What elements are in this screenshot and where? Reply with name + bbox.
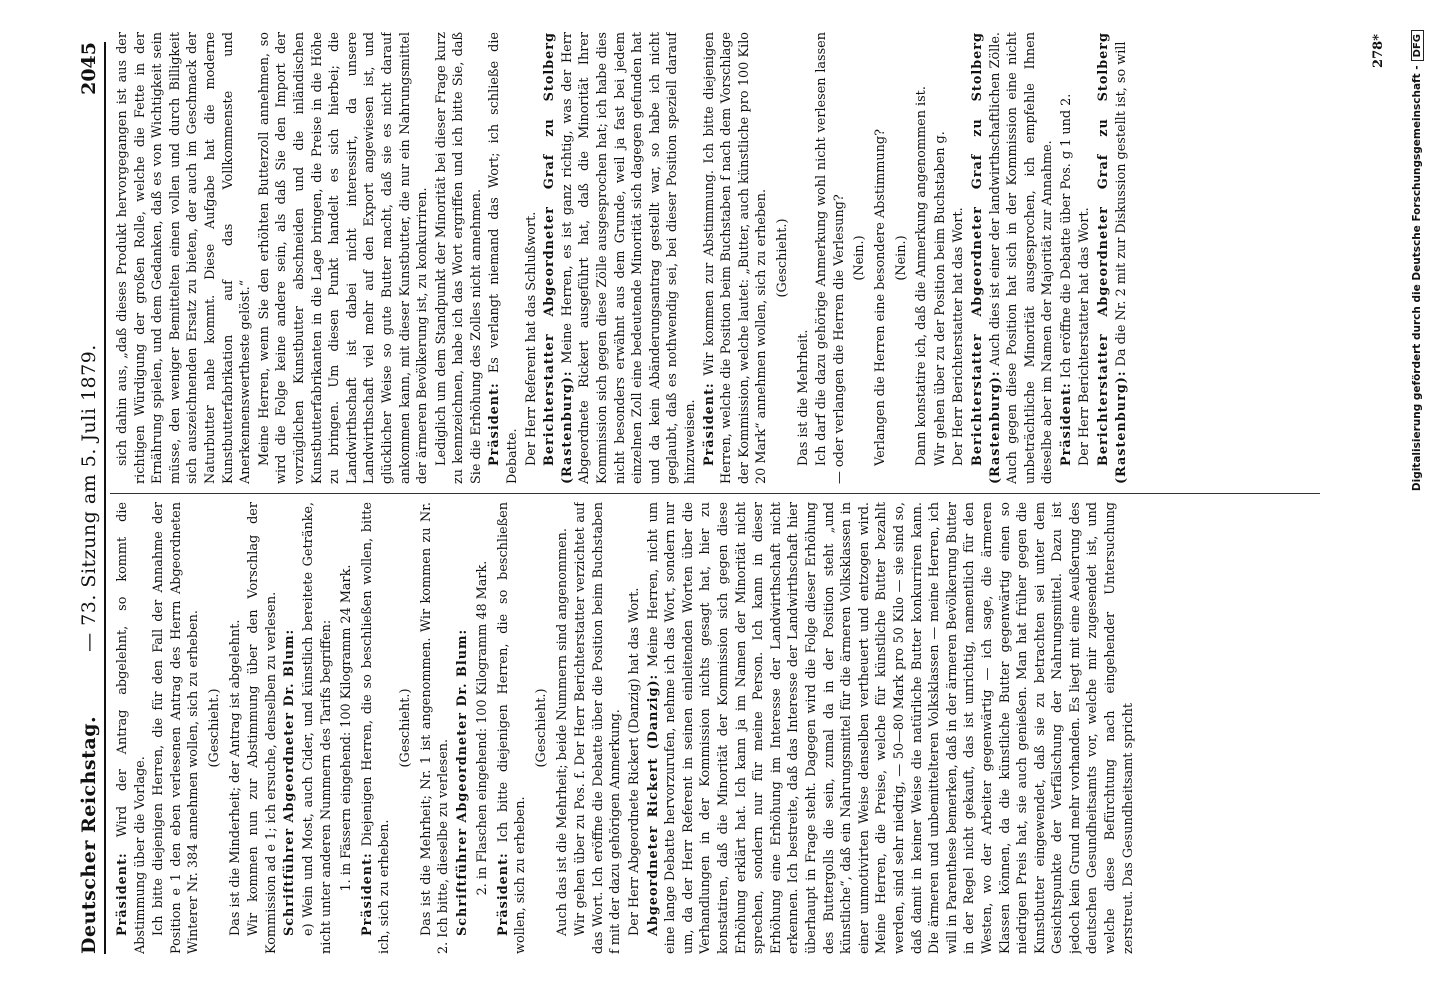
paragraph-text: sich dahin aus, „daß dieses Produkt hervorgegangen ist aus der richtigen Würdigung der großen Rolle, welche die Fette in der Ernährung spielen, und dem Gedanken, daß es von Wichtigkeit sein müsse, den weniger Bemittelten einen vollen und durch Billigkeit sich auszeichnenden Ersatz zu bieten, der auch im Geschmack der Naturbutter nahe kommt. Diese Aufgabe hat die moderne Kunstbutterfabrikation auf das Vollkommenste und Anerkennenswertheste gelöst.“ xyxy=(115,32,254,484)
speaker-name: Präsident: xyxy=(487,382,503,466)
paragraph-text: Wir kommen zur Abstimmung. Ich bitte diejenigen Herren, welche die Position beim Buchstaben f nach dem Vorschlage der Kommission, welche lautet: „Butter, auch künstliche pro 100 Kilo 20 Mark“ annehmen wollen, sich zu erheben. xyxy=(701,32,770,484)
document-page xyxy=(46,30,1386,970)
speaker-name: Abgeordneter Rickert (Danzig): xyxy=(645,673,661,936)
speaker-name: Berichterstatter Abgeordneter Graf zu Stolberg (Rastenburg): xyxy=(542,32,575,484)
paragraph xyxy=(114,32,255,484)
paragraph-text: (Geschieht.) xyxy=(206,688,222,768)
paragraph-text: 1. in Fässern eingehend: 100 Kilogramm 24 Mark. xyxy=(339,564,355,892)
paragraph-text: Das ist die Minderheit; der Antrag ist abgelehnt. xyxy=(227,619,243,936)
paragraph-text: Dann konstatire ich, daß die Anmerkung angenommen ist. xyxy=(914,86,930,466)
text-columns xyxy=(106,32,1326,954)
speaker-name: Präsident: xyxy=(115,852,130,936)
paragraph-text: Ich bitte diejenigen Herren, die für den Fall der Annahme der Position e 1 den eben verlesenen Antrag des Herrn Abgeordneten Winterer Nr. 384 annehmen wollen, sich zu erheben. xyxy=(151,502,202,954)
stage-direction xyxy=(851,32,869,484)
paragraph-text: (Geschieht.) xyxy=(774,218,790,298)
paragraph xyxy=(645,502,1138,954)
paragraph xyxy=(454,502,472,954)
paragraph-text: (Geschieht.) xyxy=(534,688,550,768)
stage-direction xyxy=(206,502,224,954)
page-marker: 278* xyxy=(1371,34,1386,68)
paragraph-text: Das ist die Mehrheit; Nr. 1 ist angenommen. Wir kommen zu Nr. 2. Ich bitte, dieselbe zu verlesen. xyxy=(418,502,452,954)
paragraph-text: 2. in Flaschen eingehend: 100 Kilogramm 48 Mark. xyxy=(475,560,491,896)
paragraph xyxy=(281,502,299,954)
paragraph xyxy=(795,32,813,484)
paragraph xyxy=(486,32,521,484)
paragraph-text: Der Herr Berichterstatter hat das Wort. xyxy=(1077,207,1093,466)
paragraph-text: Wir kommen nun zur Abstimmung über den Vorschlag der Kommission ad e 1; ich ersuche, denselben zu verlesen. xyxy=(246,502,279,954)
paragraph xyxy=(114,502,149,954)
left-column xyxy=(114,502,1324,954)
speaker-name: Präsident: xyxy=(495,852,511,936)
paragraph xyxy=(626,502,644,954)
paragraph xyxy=(300,502,335,954)
paragraph xyxy=(495,502,530,954)
paragraph xyxy=(359,502,394,954)
paragraph-text: Wir gehen über zu der Position beim Buchstaben g. xyxy=(932,131,948,466)
paragraph-text: Der Herr Berichterstatter hat das Wort. xyxy=(951,207,967,466)
paragraph-text: (Nein.) xyxy=(893,235,909,281)
stage-direction xyxy=(774,32,792,484)
stage-direction xyxy=(893,32,911,484)
speaker-name: Präsident: xyxy=(1058,382,1074,466)
paragraph xyxy=(433,32,486,484)
paragraph xyxy=(1058,32,1076,484)
paragraph-text: Der Herr Referent hat das Schlußwort. xyxy=(523,211,539,466)
paragraph-text: Diejenigen Herren, die so beschließen wollen, bitte ich, sich zu erheben. xyxy=(359,502,393,954)
credit-text: Digitalisierung gefördert durch die Deutsche Forschungsgemeinschaft - xyxy=(1411,65,1423,492)
paragraph-text: Der Herr Abgeordnete Rickert (Danzig) hat das Wort. xyxy=(627,587,643,936)
header-title: Deutscher Reichstag. xyxy=(78,715,100,954)
paragraph xyxy=(950,32,968,484)
speaker-name: Berichterstatter Abgeordneter Graf zu Stolberg (Rastenburg): xyxy=(1096,32,1129,484)
paragraph-text: Das ist die Mehrheit. xyxy=(795,329,811,466)
paragraph-text: Ich eröffne die Debatte über Pos. g 1 und 2. xyxy=(1058,93,1074,379)
stage-direction xyxy=(397,502,415,954)
paragraph-text: Meine Herren, es ist ganz richtig, was der Herr Abgeordnete Rickert ausgeführt hat, daß die Minorität Ihrer Kommission sich gegen diese Zölle ausgesprochen hat; ich habe dies nicht besonders erwähnt aus dem Grunde, weil ja fast bei jedem einzelnen Zoll eine bedeutende Minorität sich dagegen gefunden hat und da kein Abänderungsantrag gestellt war, so habe ich nicht geglaubt, daß es nothwendig sei, bei dieser Position speziell darauf hinzuweisen. xyxy=(559,32,698,484)
paragraph xyxy=(932,32,950,484)
paragraph xyxy=(913,32,931,484)
stage-direction xyxy=(338,502,356,954)
paragraph-text: Wir gehen über zu Pos. f. Der Herr Berichterstatter verzichtet auf das Wort. Ich eröffne die Debatte über die Position beim Buchstaben f mit der dazu gehörigen Anmerkung. xyxy=(573,502,624,954)
page-number: 2045 xyxy=(78,42,100,95)
stage-direction xyxy=(474,502,492,954)
paragraph-text: Wird der Antrag abgelehnt, so kommt die Abstimmung über die Vorlage. xyxy=(115,502,148,954)
paragraph xyxy=(969,32,1057,484)
right-column xyxy=(114,32,1324,484)
dfg-logo: DFG xyxy=(1411,30,1424,61)
paragraph-text: Lediglich um dem Standpunkt der Minorität bei dieser Frage kurz zu kennzeichnen, habe ich das Wort ergriffen und ich bitte Sie, daß Sie die Erhöhung des Zolles nicht annehmen. xyxy=(433,32,484,484)
paragraph xyxy=(150,502,203,954)
stage-direction xyxy=(533,502,551,954)
paragraph xyxy=(554,502,572,954)
paragraph-text: Da die Nr. 2 mit zur Diskussion gestellt ist, so will xyxy=(1113,41,1129,367)
paragraph-text: Ich bitte diejenigen Herren, die so beschließen wollen, sich zu erheben. xyxy=(495,502,529,954)
paragraph-text: (Geschieht.) xyxy=(397,688,413,768)
paragraph-text: Meine Herren, wenn Sie den erhöhten Butterzoll annehmen, so wird die Folge keine andere sein, als daß Sie den Import der vorzüglichen Kunstbutter abschneiden und die inländischen Kunstbutterfabrikanten in die Lage bringen, die Preise in die Höhe zu bringen. Um diesen Punkt handelt es sich hierbei; die Landwirthschaft ist dabei nicht interessirt, da unsere Landwirthschaft viel mehr auf den Export angewiesen ist, und glücklicher Weise so gute Butter macht, daß sie es nicht darauf ankommen kann, mit dieser Kunstbutter, die nur ein Nahrungsmittel der ärmeren Bevölkerung ist, zu konkurriren. xyxy=(256,32,431,484)
paragraph xyxy=(813,32,848,484)
paragraph xyxy=(418,502,453,954)
paragraph xyxy=(572,502,625,954)
paragraph-text: (Nein.) xyxy=(852,235,868,281)
speaker-name: Schriftführer Abgeordneter Dr. Blum: xyxy=(282,628,298,936)
column-divider xyxy=(110,493,1320,494)
paragraph-text: Es verlangt niemand das Wort; ich schließe die Debatte. xyxy=(487,32,521,484)
speaker-name: Berichterstatter Abgeordneter Graf zu Stolberg (Rastenburg): xyxy=(969,32,1003,484)
header-session: — 73. Sitzung am 5. Juli 1879. xyxy=(78,344,100,652)
paragraph xyxy=(701,32,771,484)
paragraph xyxy=(256,32,432,484)
paragraph xyxy=(1095,32,1130,484)
speaker-name: Präsident: xyxy=(359,852,375,936)
paragraph xyxy=(245,502,280,954)
paragraph-text: Auch das ist die Mehrheit; beide Nummern sind angenommen. xyxy=(554,528,570,936)
speaker-name: Präsident: xyxy=(701,382,717,466)
paragraph-text: Ich darf die dazu gehörige Anmerkung wohl nicht verlesen lassen — oder verlangen die Herren die Verlesung? xyxy=(814,32,847,484)
speaker-name: Schriftführer Abgeordneter Dr. Blum: xyxy=(454,628,470,936)
paragraph-text: Meine Herren, nicht um eine lange Debatte hervorzurufen, nehme ich das Wort, sondern nur um, da der Herr Referent in seinen einleitenden Worten über die Verhandlungen in der Kommission nichts gesagt hat, hier zu konstatiren, daß die Minorität der Kommission sich gegen diese Erhöhung erklärt hat. Ich kann ja im Namen der Minorität nicht sprechen, sondern nur für meine Person. Ich kann in dieser Erhöhung eine Erhöhung im Interesse der Landwirthschaft nicht erkennen. Ich bestreite, daß das Interesse der Landwirthschaft hier überhaupt in Frage steht. Dagegen wird die Folge dieser Erhöhung des Buttergolls die sein, zumal da in der Position steht „und künstliche“, daß ein Nahrungsmittel für die ärmeren Volksklassen in einer unmotivirten Weise denselben vertheuert und entzogen wird. Meine Herren, die Preise, welche für künstliche Butter bezahlt werden, sind sehr niedrig, — 50—80 Mark pro 50 Kilo — sie sind so, daß damit in keiner Weise die natürliche Butter konkurriren kann. Die ärmeren und unbemittelteren Volksklassen — meine Herren, ich will in Parenthese bemerken, daß in der ärmeren Bevölkerung Butter in der Regel nicht gekauft, das ist unrichtig, namentlich für den Westen, wo der Arbeiter gegenwärtig — ich sage, die ärmeren Klassen können, da die künstliche Butter gegenwärtig einen so niedrigen Preis hat, sie auch genießen. Man hat früher gegen die Kunstbutter eingewendet, daß sie zu betrachten sei unter dem Gesichtspunkte der Verfälschung der Nahrungsmittel. Dazu ist jedoch kein Grund mehr vorhanden. Es liegt mit eine Aeußerung des deutschen Gesundheitsamts vor, welche mir zugesendet ist, und welche diese Befürchtung nach eingehender Untersuchung zerstreut. Das Gesundheitsamt spricht xyxy=(645,502,1136,954)
paragraph-text: Auch dies ist einer der landwirthschaftlichen Zölle. Auch gegen diese Position hat sich in der Kommission eine nicht unbeträchtliche Minorität ausgesprochen, ich empfehle Ihnen dieselbe aber im Namen der Majorität zur Annahme. xyxy=(987,32,1056,484)
paragraph xyxy=(541,32,699,484)
page-header xyxy=(68,42,106,954)
paragraph xyxy=(872,32,890,484)
paragraph xyxy=(523,32,541,484)
paragraph xyxy=(227,502,245,954)
paragraph xyxy=(1076,32,1094,484)
footer-credit xyxy=(1410,8,1426,992)
paragraph-text: Verlangen die Herren eine besondere Abstimmung? xyxy=(872,129,888,466)
paragraph-text: e) Wein und Most, auch Cider, und künstlich bereitete Getränke, nicht unter anderen Nummern des Tarifs begriffen: xyxy=(300,502,334,954)
